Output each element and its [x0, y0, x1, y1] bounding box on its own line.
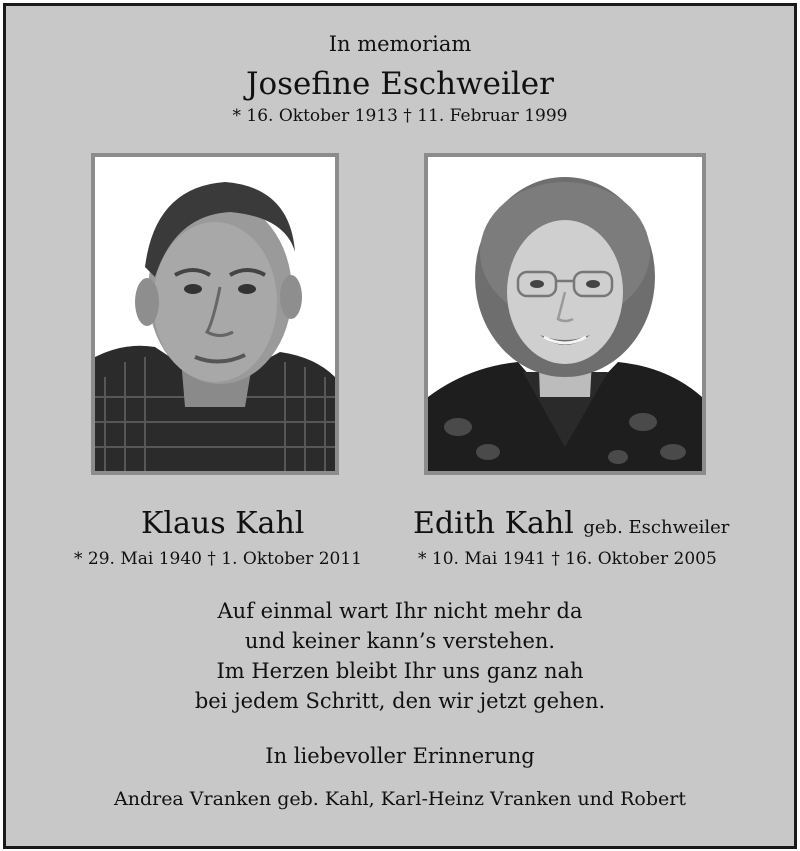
portrait-klaus-kahl — [91, 153, 339, 475]
klaus-kahl-name — [141, 506, 304, 541]
memorial-poem — [6, 596, 794, 716]
memorial-notice — [3, 3, 797, 849]
portrait-edith-kahl — [424, 153, 706, 475]
klaus-kahl-name-text: Klaus Kahl — [141, 506, 305, 541]
main-person-dates: * 16. Oktober 1913 † 11. Februar 1999 — [232, 106, 568, 126]
signers-line: Andrea Vranken geb. Kahl, Karl-Heinz Vranken und Robert — [113, 788, 686, 810]
edith-kahl-name — [413, 506, 729, 541]
poem-line: Im Herzen bleibt Ihr uns ganz nah — [216, 659, 584, 683]
klaus-kahl-dates: * 29. Mai 1940 † 1. Oktober 2011 — [74, 549, 362, 569]
poem-line: bei jedem Schritt, den wir jetzt gehen. — [194, 689, 606, 713]
poem-line: und keiner kann’s verstehen. — [244, 629, 556, 653]
portrait-man-image — [95, 157, 335, 471]
poem-line: Auf einmal wart Ihr nicht mehr da — [217, 599, 583, 623]
main-person-name: Josefine Eschweiler — [246, 66, 554, 102]
edith-kahl-maiden-name: geb. Eschweiler — [583, 517, 730, 538]
remembrance-line: In liebevoller Erinnerung — [265, 744, 535, 768]
intro-heading: In memoriam — [328, 32, 472, 56]
edith-kahl-name-text: Edith Kahl — [413, 506, 574, 541]
edith-kahl-dates: * 10. Mai 1941 † 16. Oktober 2005 — [418, 549, 717, 569]
portrait-woman-image — [428, 157, 702, 471]
